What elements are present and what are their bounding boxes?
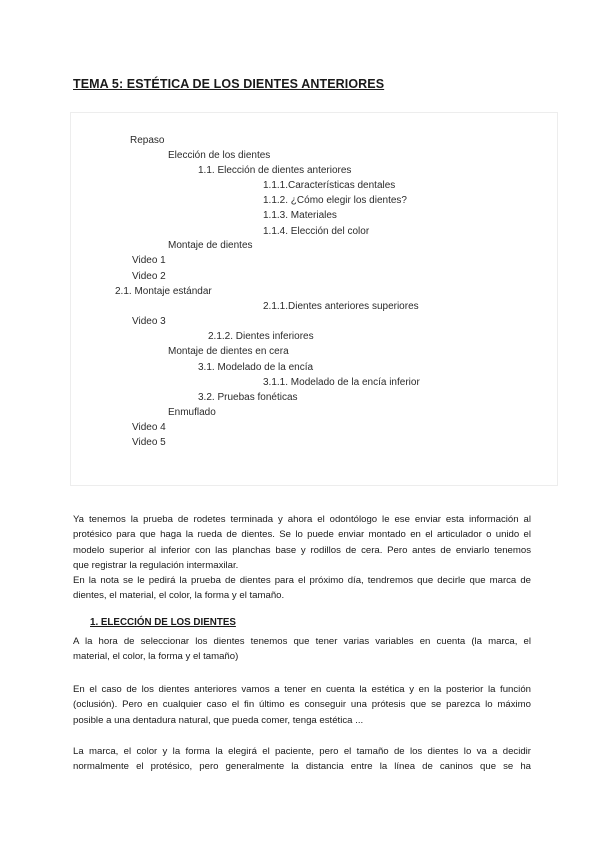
page-title: TEMA 5: ESTÉTICA DE LOS DIENTES ANTERIORES xyxy=(73,77,385,91)
section-paragraph xyxy=(73,744,531,775)
text-line: En el caso de los dientes anteriores vamos a tener en cuenta la estética y en la posterior la función xyxy=(73,684,531,695)
toc-item: 1.1.4. Elección del color xyxy=(263,226,370,237)
toc-item: Video 4 xyxy=(132,422,166,433)
toc-item: 1.1.3. Materiales xyxy=(263,210,337,221)
toc-item: Montaje de dientes xyxy=(168,240,253,251)
toc-item: Enmuflado xyxy=(168,407,216,418)
toc-item: 2.1. Montaje estándar xyxy=(115,286,212,297)
toc-item: Elección de los dientes xyxy=(168,150,271,161)
text-line: normalmente el protésico, pero generalmente la distancia entre la línea de caninos que se ha xyxy=(73,761,531,773)
toc-item: Video 2 xyxy=(132,271,166,282)
toc-item: 1.1.2. ¿Cómo elegir los dientes? xyxy=(263,195,407,206)
text-line: que registrar la regulación intermaxilar. xyxy=(73,559,239,571)
toc-item: 3.1. Modelado de la encía xyxy=(198,362,314,373)
section-paragraph xyxy=(73,634,531,665)
toc-item: 2.1.2. Dientes inferiores xyxy=(208,331,314,342)
text-line: material, el color, la forma y el tamaño) xyxy=(73,651,239,663)
text-line: Ya tenemos la prueba de rodetes terminada y ahora el odontólogo le ese enviar esta información al xyxy=(73,514,531,525)
toc-item: Repaso xyxy=(130,135,165,146)
toc-item: Montaje de dientes en cera xyxy=(168,346,289,357)
toc-item: 3.2. Pruebas fonéticas xyxy=(198,392,298,403)
text-line: protésico para que haga la rueda de dientes. Se lo puede enviar montado en el articulador o unido el xyxy=(73,529,531,541)
text-line: modelo superior al inferior con las planchas base y rodillos de cera. Pero antes de enviarlo tenemos xyxy=(73,544,531,556)
text-line: La marca, el color y la forma la elegirá el paciente, pero el tamaño de los dientes lo va a decidir xyxy=(73,746,531,757)
toc-item: 1.1.1.Características dentales xyxy=(263,180,396,191)
toc-item: Video 5 xyxy=(132,437,166,448)
text-line: (oclusión). Pero en cualquier caso el fin último es conseguir una prótesis que se parezca lo máximo xyxy=(73,699,531,711)
toc-item: Video 1 xyxy=(132,255,166,266)
section-paragraph xyxy=(73,682,531,728)
text-line: dientes, el material, el color, la forma y el tamaño. xyxy=(73,590,285,602)
text-line: posible a una dentadura natural, que pueda comer, tenga estética ... xyxy=(73,714,364,726)
toc-item: 2.1.1.Dientes anteriores superiores xyxy=(263,301,419,312)
text-line: En la nota se le pedirá la prueba de dientes para el próximo día, tendremos que decirle que marca de xyxy=(73,575,531,587)
toc-item: 3.1.1. Modelado de la encía inferior xyxy=(263,377,420,388)
intro-paragraph xyxy=(73,512,531,604)
toc-item: Video 3 xyxy=(132,316,166,327)
toc-item: 1.1. Elección de dientes anteriores xyxy=(198,165,352,176)
section-heading: 1. ELECCIÓN DE LOS DIENTES xyxy=(90,617,236,628)
text-line: A la hora de seleccionar los dientes tenemos que tener varias variables en cuenta (la marca, el xyxy=(73,636,531,647)
